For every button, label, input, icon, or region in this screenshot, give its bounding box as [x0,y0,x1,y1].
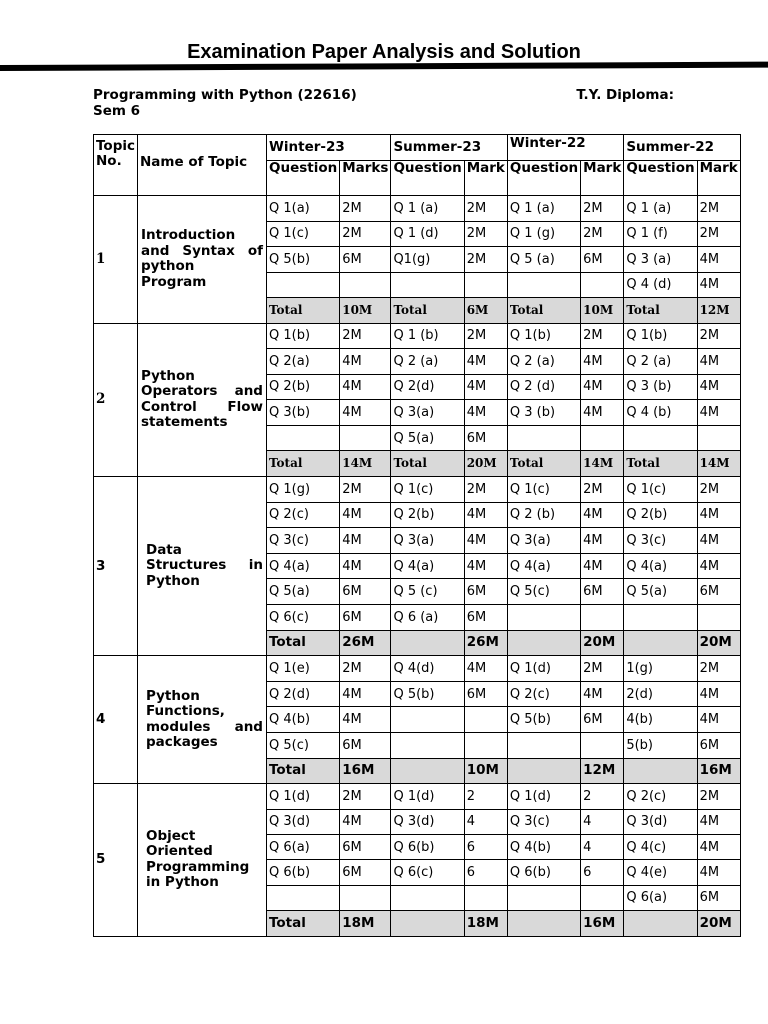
question-cell: Q 1 (a) [624,196,697,222]
question-cell: Q 4(a) [624,553,697,579]
table-row [94,477,741,503]
marks-cell [697,425,740,451]
marks-cell: 4M [581,400,624,426]
question-cell: Q 1(g) [266,477,339,503]
topic-name: Data Structures in Python [137,477,266,656]
marks-cell: 6M [340,860,391,885]
question-cell [266,885,339,910]
question-cell [624,605,697,631]
diploma-label: T.Y. Diploma: [576,87,674,103]
question-cell: Q1(g) [391,247,464,273]
total-label: Total [266,298,339,324]
marks-cell: 2M [340,477,391,503]
header-session: Winter-22 [507,135,623,161]
marks-cell: 2M [340,656,391,682]
subheader-marks: Mark [581,161,624,196]
question-cell: Q 4 (b) [624,400,697,426]
question-cell: Q 3 (a) [624,247,697,273]
marks-cell [464,707,507,733]
total-marks: 18M [340,911,391,936]
marks-cell [340,425,391,451]
table-row [94,196,741,222]
marks-cell: 2 [581,784,624,809]
subject-line: Programming with Python (22616) [93,87,357,103]
question-cell: Q 1(b) [507,323,580,349]
total-marks: 18M [464,911,507,936]
marks-cell: 4M [697,272,740,298]
question-cell [391,272,464,298]
marks-cell: 6M [581,579,624,605]
question-cell: Q 2 (a) [624,349,697,375]
question-cell: Q 6(b) [266,860,339,885]
question-cell [391,707,464,733]
question-cell: Q 6(c) [266,605,339,631]
marks-cell: 2M [581,477,624,503]
marks-cell: 6M [581,707,624,733]
subheader-question: Question [507,161,580,196]
marks-cell: 2M [464,247,507,273]
question-cell: Q 3(d) [266,809,339,834]
total-label: Total [507,451,580,477]
topic-number: 5 [94,784,138,936]
marks-cell: 4 [581,834,624,859]
question-cell: Q 2(d) [266,681,339,707]
question-cell: Q 4 (d) [624,272,697,298]
marks-cell: 4M [340,809,391,834]
marks-cell [340,272,391,298]
marks-cell: 4M [340,502,391,528]
question-cell: Q 5 (a) [507,247,580,273]
marks-cell: 4M [697,809,740,834]
table-body [94,196,741,937]
marks-cell: 2M [697,196,740,222]
question-cell: Q 1(e) [266,656,339,682]
marks-cell: 6M [340,834,391,859]
total-marks: 14M [697,451,740,477]
topic-number: 2 [94,323,138,477]
marks-cell [340,885,391,910]
question-cell: Q 1(b) [624,323,697,349]
subheader-marks: Mark [697,161,740,196]
marks-cell: 2M [697,477,740,503]
question-cell: Q 2(b) [391,502,464,528]
question-cell: Q 6(b) [507,860,580,885]
total-label [624,758,697,784]
question-cell: Q 2(a) [266,349,339,375]
question-cell: Q 3(c) [507,809,580,834]
question-cell: 4(b) [624,707,697,733]
question-cell [391,885,464,910]
header-topic-name: Name of Topic [137,135,266,196]
marks-cell: 4M [464,502,507,528]
marks-cell: 6M [581,247,624,273]
subheader-marks: Mark [464,161,507,196]
marks-cell: 4M [340,707,391,733]
question-cell: Q 1 (d) [391,221,464,247]
question-cell: Q 1(c) [624,477,697,503]
subheader-question: Question [624,161,697,196]
marks-cell: 6M [464,579,507,605]
question-cell: Q 6(a) [266,834,339,859]
total-marks: 20M [581,630,624,656]
total-label: Total [391,451,464,477]
marks-cell: 4M [464,374,507,400]
question-cell: Q 3 (b) [507,400,580,426]
header-session: Summer-22 [624,135,740,161]
semester-label: Sem 6 [93,103,141,119]
marks-cell: 6M [340,247,391,273]
marks-cell: 4M [464,349,507,375]
question-cell: Q 2(c) [507,681,580,707]
question-cell: Q 3(d) [624,809,697,834]
marks-cell: 4M [340,349,391,375]
marks-cell: 4M [697,247,740,273]
question-cell: Q 1(c) [507,477,580,503]
marks-cell: 6M [464,605,507,631]
marks-cell: 4M [581,502,624,528]
question-cell: Q 4(a) [507,553,580,579]
total-marks: 10M [340,298,391,324]
question-cell: Q 4(e) [624,860,697,885]
total-marks: 6M [464,298,507,324]
topic-number: 3 [94,477,138,656]
marks-cell: 2M [464,196,507,222]
question-cell: Q 5(a) [391,425,464,451]
marks-cell [581,885,624,910]
question-cell: Q 6(c) [391,860,464,885]
question-cell: Q 2 (a) [507,349,580,375]
question-cell: Q 3(a) [391,400,464,426]
question-cell: 1(g) [624,656,697,682]
question-cell: Q 6(a) [624,885,697,910]
marks-cell: 4M [697,553,740,579]
question-cell: 5(b) [624,733,697,759]
total-label [624,630,697,656]
marks-cell: 4M [581,349,624,375]
total-marks: 16M [340,758,391,784]
marks-cell: 6 [581,860,624,885]
marks-cell: 4M [464,528,507,554]
marks-cell: 6M [464,425,507,451]
marks-cell: 4 [464,809,507,834]
marks-cell: 4M [340,400,391,426]
subheader-question: Question [266,161,339,196]
question-cell [624,425,697,451]
marks-cell: 2M [340,196,391,222]
question-cell: Q 1(b) [266,323,339,349]
question-cell: Q 3(b) [266,400,339,426]
total-marks: 16M [581,911,624,936]
marks-cell: 4M [340,374,391,400]
marks-cell: 4M [464,656,507,682]
question-cell [507,605,580,631]
question-cell: Q 2(d) [391,374,464,400]
marks-cell: 4M [581,374,624,400]
total-label [507,911,580,936]
question-cell: Q 3(c) [266,528,339,554]
marks-cell [581,605,624,631]
table-row [94,323,741,349]
question-cell: Q 6(b) [391,834,464,859]
topic-name: Python Functions, modules and packages [137,656,266,784]
total-label [391,911,464,936]
marks-cell [697,605,740,631]
question-cell: Q 4(a) [266,553,339,579]
total-label: Total [266,911,339,936]
question-cell: Q 2 (b) [507,502,580,528]
marks-cell: 2M [581,196,624,222]
total-marks: 20M [697,911,740,936]
question-cell [507,425,580,451]
table-row [94,784,741,809]
marks-cell: 4M [697,400,740,426]
question-cell: Q 1 (a) [391,196,464,222]
total-marks: 26M [340,630,391,656]
question-cell: Q 1(d) [507,656,580,682]
question-cell [507,885,580,910]
question-cell: Q 2(b) [266,374,339,400]
total-marks: 14M [581,451,624,477]
analysis-table [93,134,741,937]
marks-cell: 4M [581,553,624,579]
question-cell: Q 1(d) [507,784,580,809]
total-marks: 10M [581,298,624,324]
marks-cell: 2 [464,784,507,809]
marks-cell: 4M [340,681,391,707]
marks-cell [464,733,507,759]
marks-cell [581,272,624,298]
marks-cell: 6M [340,579,391,605]
question-cell [266,425,339,451]
marks-cell: 4M [697,349,740,375]
marks-cell: 2M [340,221,391,247]
question-cell: Q 2(b) [624,502,697,528]
topic-number: 1 [94,196,138,324]
total-label: Total [266,451,339,477]
marks-cell: 4M [340,553,391,579]
subheader-marks: Marks [340,161,391,196]
question-cell: Q 2(c) [624,784,697,809]
question-cell: Q 4(d) [391,656,464,682]
question-cell: Q 3(d) [391,809,464,834]
marks-cell: 4M [697,834,740,859]
total-label: Total [624,451,697,477]
question-cell [266,272,339,298]
marks-cell: 4M [697,528,740,554]
marks-cell [464,885,507,910]
marks-cell: 2M [581,221,624,247]
total-marks: 12M [581,758,624,784]
question-cell [391,733,464,759]
question-cell: Q 1 (f) [624,221,697,247]
question-cell: Q 6 (a) [391,605,464,631]
question-cell: Q 1 (g) [507,221,580,247]
total-label [391,630,464,656]
subheader-question: Question [391,161,464,196]
marks-cell: 2M [464,477,507,503]
marks-cell: 4 [581,809,624,834]
question-cell: Q 5(b) [507,707,580,733]
question-cell [507,733,580,759]
question-cell: Q 3(a) [391,528,464,554]
question-cell: Q 2 (d) [507,374,580,400]
marks-cell: 4M [697,707,740,733]
marks-cell: 6M [697,579,740,605]
marks-cell: 6 [464,834,507,859]
marks-cell [581,733,624,759]
marks-cell: 2M [697,784,740,809]
question-cell: Q 1(d) [266,784,339,809]
question-cell: Q 1(c) [266,221,339,247]
marks-cell: 2M [697,221,740,247]
total-marks: 16M [697,758,740,784]
total-label: Total [266,630,339,656]
total-label: Total [507,298,580,324]
total-marks: 12M [697,298,740,324]
marks-cell: 2M [464,323,507,349]
marks-cell: 6M [697,733,740,759]
marks-cell: 2M [697,656,740,682]
marks-cell [581,425,624,451]
marks-cell: 6 [464,860,507,885]
marks-cell: 4M [697,374,740,400]
marks-cell: 2M [340,784,391,809]
topic-name: Introduction and Syntax of python Program [137,196,266,324]
question-cell: Q 3(c) [624,528,697,554]
total-label: Total [391,298,464,324]
question-cell: Q 4(c) [624,834,697,859]
marks-cell: 4M [340,528,391,554]
table-row [94,656,741,682]
question-cell: Q 1 (b) [391,323,464,349]
question-cell: Q 2 (a) [391,349,464,375]
marks-cell: 2M [581,323,624,349]
page-title: Examination Paper Analysis and Solution [187,41,581,63]
total-label [391,758,464,784]
marks-cell: 4M [464,553,507,579]
question-cell: Q 1(a) [266,196,339,222]
question-cell: Q 4(a) [391,553,464,579]
question-cell: Q 1(d) [391,784,464,809]
question-cell: Q 1 (a) [507,196,580,222]
marks-cell: 2M [464,221,507,247]
marks-cell: 4M [581,681,624,707]
topic-name: Python Operators and Control Flow statements [137,323,266,477]
question-cell [507,272,580,298]
total-marks: 20M [464,451,507,477]
marks-cell: 4M [697,860,740,885]
marks-cell: 4M [697,502,740,528]
question-cell: Q 2(c) [266,502,339,528]
question-cell: Q 3(a) [507,528,580,554]
marks-cell: 6M [697,885,740,910]
total-marks: 10M [464,758,507,784]
question-cell: 2(d) [624,681,697,707]
total-label [624,911,697,936]
topic-name: Object Oriented Programming in Python [137,784,266,936]
header-topic-no: Topic No. [94,135,138,196]
total-label: Total [624,298,697,324]
question-cell: Q 1(c) [391,477,464,503]
topic-number: 4 [94,656,138,784]
question-cell: Q 5(c) [266,733,339,759]
total-label [507,758,580,784]
header-session: Summer-23 [391,135,507,161]
total-label: Total [266,758,339,784]
marks-cell: 4M [464,400,507,426]
total-label [507,630,580,656]
question-cell: Q 4(b) [507,834,580,859]
total-marks: 20M [697,630,740,656]
question-cell: Q 3 (b) [624,374,697,400]
header-session: Winter-23 [266,135,390,161]
question-cell: Q 5(b) [391,681,464,707]
question-cell: Q 5 (c) [391,579,464,605]
marks-cell: 6M [340,733,391,759]
question-cell: Q 5(a) [624,579,697,605]
marks-cell [464,272,507,298]
total-marks: 14M [340,451,391,477]
marks-cell: 4M [581,528,624,554]
marks-cell: 2M [340,323,391,349]
question-cell: Q 5(b) [266,247,339,273]
question-cell: Q 5(a) [266,579,339,605]
marks-cell: 6M [340,605,391,631]
marks-cell: 2M [581,656,624,682]
marks-cell: 6M [464,681,507,707]
marks-cell: 4M [697,681,740,707]
question-cell: Q 5(c) [507,579,580,605]
total-marks: 26M [464,630,507,656]
question-cell: Q 4(b) [266,707,339,733]
marks-cell: 2M [697,323,740,349]
